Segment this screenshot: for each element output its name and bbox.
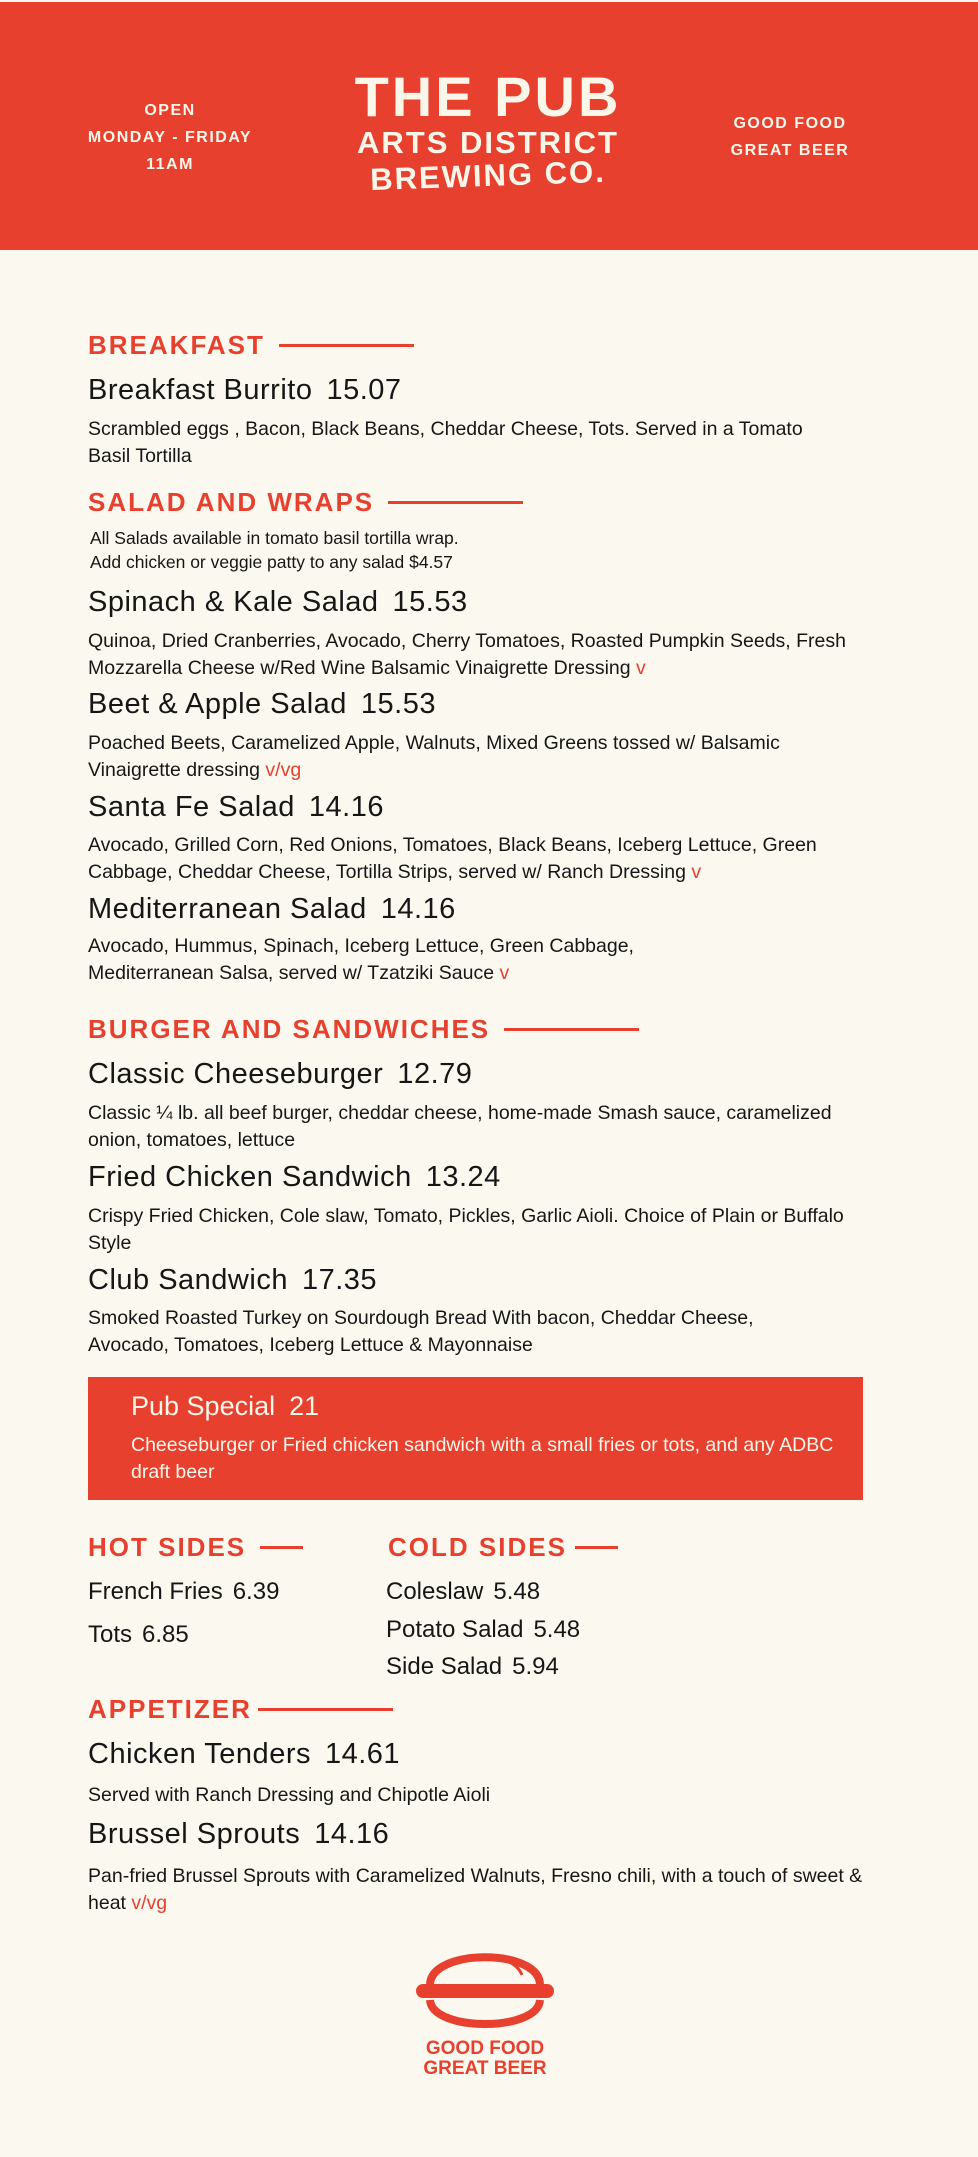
menu-item — [88, 893, 456, 926]
item-description — [88, 416, 848, 470]
section-title: HOT SIDES — [88, 1532, 247, 1562]
description-text: Crispy Fried Chicken, Cole slaw, Tomato, Pickles, Garlic Aioli. Choice of Plain or Buffalo Style — [88, 1205, 844, 1254]
item-description — [88, 933, 728, 987]
item-name: Breakfast Burrito — [88, 374, 313, 406]
item-name: Tots — [88, 1621, 133, 1648]
item-name: Spinach & Kale Salad — [88, 586, 379, 618]
item-description — [88, 730, 828, 784]
section-heading-breakfast — [88, 330, 414, 361]
divider — [260, 1546, 303, 1549]
hours-line: 11AM — [146, 156, 194, 173]
item-price: 6.85 — [142, 1621, 189, 1648]
item-name: Chicken Tenders — [88, 1738, 311, 1770]
menu-item — [88, 1818, 389, 1851]
description-text: Smoked Roasted Turkey on Sourdough Bread With bacon, Cheddar Cheese, Avocado, Tomatoes, Iceberg Lettuce & Mayonnaise — [88, 1307, 754, 1356]
salad-note — [90, 526, 459, 574]
note-line: Add chicken or veggie patty to any salad $4.57 — [90, 552, 453, 572]
description-text: Quinoa, Dried Cranberries, Avocado, Cherry Tomatoes, Roasted Pumpkin Seeds, Fresh Mozzarella Cheese w/Red Wine Balsamic Vinaigrette Dressing — [88, 630, 846, 679]
tagline-line: GOOD FOOD — [733, 115, 847, 132]
item-name: Club Sandwich — [88, 1264, 288, 1296]
special-description: Cheeseburger or Fried chicken sandwich with a small fries or tots, and any ADBC draft beer — [131, 1434, 834, 1483]
item-price: 14.61 — [324, 1738, 401, 1770]
menu-item — [88, 688, 436, 721]
section-title: COLD SIDES — [388, 1532, 567, 1562]
item-price: 15.07 — [326, 374, 402, 406]
pub-special-box — [88, 1377, 863, 1500]
menu-item — [88, 1264, 377, 1297]
hours-line: MONDAY - FRIDAY — [87, 129, 253, 146]
item-name: Mediterranean Salad — [88, 893, 367, 925]
description-text: Classic ¼ lb. all beef burger, cheddar cheese, home-made Smash sauce, caramelized onion, tomatoes, lettuce — [88, 1102, 832, 1151]
item-name: Pub Special — [131, 1391, 276, 1421]
diet-tag: v — [636, 657, 646, 679]
item-price: 14.16 — [380, 893, 456, 925]
section-heading-hot-sides — [88, 1532, 303, 1563]
item-name: Classic Cheeseburger — [88, 1058, 384, 1090]
item-description — [88, 1782, 888, 1809]
logo-text: GREAT BEER — [423, 2058, 547, 2079]
tagline-line: GREAT BEER — [730, 142, 850, 159]
opening-hours — [70, 97, 270, 178]
menu-item — [88, 1738, 400, 1771]
section-heading-cold-sides — [388, 1532, 618, 1563]
item-name: Coleslaw — [386, 1578, 484, 1605]
description-text: Pan-fried Brussel Sprouts with Caramelized Walnuts, Fresno chili, with a touch of sweet & heat — [88, 1865, 863, 1914]
section-title: APPETIZER — [88, 1694, 252, 1724]
divider — [504, 1028, 639, 1031]
menu-item — [88, 1058, 472, 1091]
side-item — [386, 1616, 580, 1644]
description-text: Avocado, Hummus, Spinach, Iceberg Lettuce, Green Cabbage, Mediterranean Salsa, served w/ Tzatziki Sauce — [88, 935, 634, 984]
special-title — [131, 1391, 319, 1422]
description-text: Scrambled eggs , Bacon, Black Beans, Cheddar Cheese, Tots. Served in a Tomato Basil Tortilla — [88, 418, 803, 467]
diet-tag: v/vg — [131, 1892, 168, 1914]
diet-tag: v/vg — [265, 759, 302, 781]
divider — [388, 501, 523, 504]
item-name: Side Salad — [386, 1653, 503, 1680]
note-line: All Salads available in tomato basil tortilla wrap. — [90, 528, 459, 548]
brand-subtitle: ARTS DISTRICT — [357, 125, 619, 160]
item-name: Brussel Sprouts — [88, 1818, 301, 1850]
description-text: Poached Beets, Caramelized Apple, Walnuts, Mixed Greens tossed w/ Balsamic Vinaigrette dressing — [88, 732, 780, 781]
brand-logo — [330, 65, 646, 198]
menu-item — [88, 374, 402, 407]
item-price: 17.35 — [301, 1264, 378, 1296]
divider — [575, 1546, 618, 1549]
side-item — [88, 1578, 279, 1606]
brand-title: THE PUB — [354, 65, 622, 128]
menu-item — [88, 1161, 501, 1194]
section-title: SALAD AND WRAPS — [88, 487, 375, 517]
item-price: 15.53 — [392, 586, 468, 618]
section-heading-burgers — [88, 1014, 639, 1045]
section-heading-appetizer — [88, 1694, 393, 1725]
item-name: Beet & Apple Salad — [88, 688, 347, 720]
item-price: 14.16 — [308, 791, 384, 823]
item-description — [88, 832, 898, 886]
item-description — [88, 1203, 848, 1257]
side-item — [386, 1653, 559, 1681]
item-name: Potato Salad — [386, 1616, 524, 1643]
item-name: Santa Fe Salad — [88, 791, 295, 823]
item-name: Fried Chicken Sandwich — [88, 1161, 412, 1193]
item-name: French Fries — [88, 1578, 223, 1605]
side-item — [88, 1621, 189, 1649]
item-price: 21 — [289, 1391, 320, 1421]
item-price: 5.94 — [512, 1653, 559, 1680]
item-description — [88, 1100, 848, 1154]
hours-line: OPEN — [144, 102, 196, 119]
description-text: Avocado, Grilled Corn, Red Onions, Tomatoes, Black Beans, Iceberg Lettuce, Green Cabbage, Cheddar Cheese, Tortilla Strips, served w/ Ranch Dressing — [88, 834, 817, 883]
section-title: BURGER AND SANDWICHES — [88, 1014, 491, 1044]
item-price: 15.53 — [360, 688, 436, 720]
divider — [258, 1708, 393, 1711]
header-banner — [0, 2, 978, 250]
description-text: Served with Ranch Dressing and Chipotle Aioli — [88, 1784, 491, 1806]
section-title: BREAKFAST — [88, 330, 265, 360]
item-price: 5.48 — [493, 1578, 541, 1605]
item-price: 6.39 — [232, 1578, 280, 1605]
logo-text: GOOD FOOD — [425, 2038, 545, 2059]
diet-tag: v — [499, 962, 510, 984]
side-item — [386, 1578, 540, 1606]
item-price: 13.24 — [425, 1161, 501, 1193]
diet-tag: v — [691, 861, 702, 883]
item-description — [88, 1305, 788, 1359]
item-price: 12.79 — [397, 1058, 473, 1090]
footer-burger-logo — [410, 1940, 560, 2090]
burger-icon — [410, 1940, 560, 2040]
item-description — [88, 1863, 878, 1917]
item-description — [88, 628, 888, 682]
item-price: 5.48 — [533, 1616, 581, 1643]
menu-item — [88, 586, 468, 619]
section-heading-salads — [88, 487, 523, 518]
menu-item — [88, 791, 384, 824]
item-price: 14.16 — [314, 1818, 390, 1850]
tagline — [700, 110, 880, 164]
divider — [279, 344, 414, 347]
brand-subtitle: BREWING CO. — [369, 153, 607, 198]
